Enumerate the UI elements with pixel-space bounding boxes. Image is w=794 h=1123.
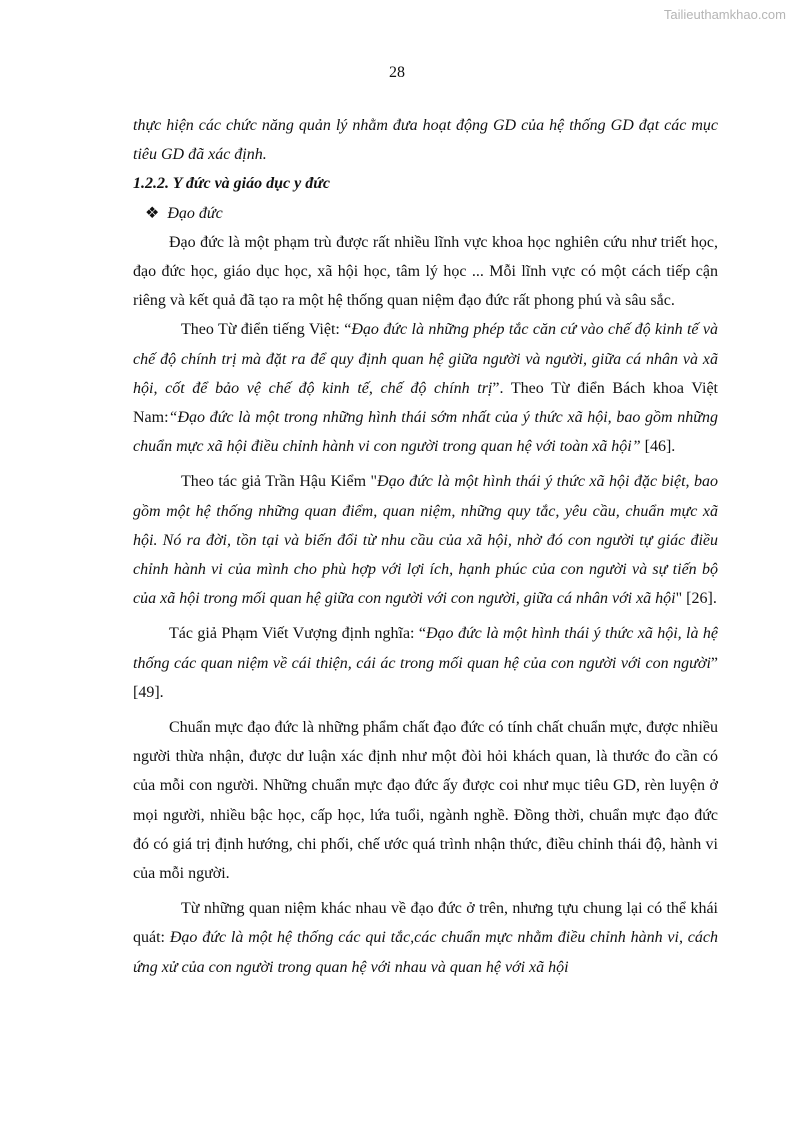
paragraph-dictionary: Theo Từ điển tiếng Việt: “Đạo đức là những phép tắc căn cứ vào chế độ kinh tế và chế độ chính trị mà đặt ra để quy định quan hệ giữa người và người, giữa cá nhân và xã hội, cốt để bảo vệ chế độ kinh tế, chế độ chính trị”. Theo Từ điển Bách khoa Việt Nam:“Đạo đức là một trong những hình thái sớm nhất của ý thức xã hội, bao gồm những chuẩn mực xã hội điều chỉnh hành vi con người trong quan hệ với toàn xã hội” [46]. [133,321,718,456]
bullet-label: Đạo đức [167,204,223,222]
paragraph-moral-standards: Chuẩn mực đạo đức là những phẩm chất đạo đức có tính chất chuẩn mực, được nhiều người thừa nhận, được dư luận xác định như một đòi hỏi khách quan, là thước đo cần có của mỗi con người. Những chuẩn mực đạo đức ấy được coi như mục tiêu GD, rèn luyện ở mọi người, nhiều bậc học, cấp học, lứa tuổi, ngành nghề. Đồng thời, chuẩn mực đạo đức đó có giá trị định hướng, chi phối, chế ước quá trình nhận thức, điều chỉnh thái độ, hành vi của mỗi người. [133,719,718,883]
watermark: Tailieuthamkhao.com [663,7,786,22]
section-heading: 1.2.2. Y đức và giáo dục y đức [133,175,330,193]
bullet-item [133,199,718,228]
page-body [133,111,718,982]
page-number: 28 [389,64,405,81]
paragraph-generalization: Từ những quan niệm khác nhau về đạo đức ở trên, nhưng tựu chung lại có thể khái quát: Đạo đức là một hệ thống các qui tắc,các chuẩn mực nhằm điều chỉnh hành vi, cách ứng xử của con người trong quan hệ với nhau và quan hệ với xã hội [133,900,718,976]
paragraph-tran-hau-kiem: Theo tác giả Trần Hậu Kiểm "Đạo đức là một hình thái ý thức xã hội đặc biệt, bao gồm một hệ thống những quan điểm, quan niệm, những quy tắc, yêu cầu, chuẩn mực xã hội. Nó ra đời, tồn tại và biến đổi từ nhu cầu của xã hội, nhờ đó con người tự giác điều chỉnh hành vi của mình cho phù hợp với lợi ích, hạnh phúc của con người và sự tiến bộ của xã hội trong mối quan hệ giữa con người với con người, giữa cá nhân với xã hội" [26]. [133,473,718,608]
paragraph-continuation: thực hiện các chức năng quản lý nhằm đưa hoạt động GD của hệ thống GD đạt các mục tiêu GD đã xác định. [133,117,718,164]
paragraph-intro: Đạo đức là một phạm trù được rất nhiều lĩnh vực khoa học nghiên cứu như triết học, đạo đức học, giáo dục học, xã hội học, tâm lý học ... Mỗi lĩnh vực có một cách tiếp cận riêng và kết quả đã tạo ra một hệ thống quan niệm đạo đức rất phong phú và sâu sắc. [133,233,718,310]
paragraph-pham-viet-vuong: Tác giả Phạm Viết Vượng định nghĩa: “Đạo đức là một hình thái ý thức xã hội, là hệ thống các quan niệm về cái thiện, cái ác trong mối quan hệ của con người với con người” [49]. [133,625,719,701]
diamond-bullet-icon: ❖ [145,204,160,222]
